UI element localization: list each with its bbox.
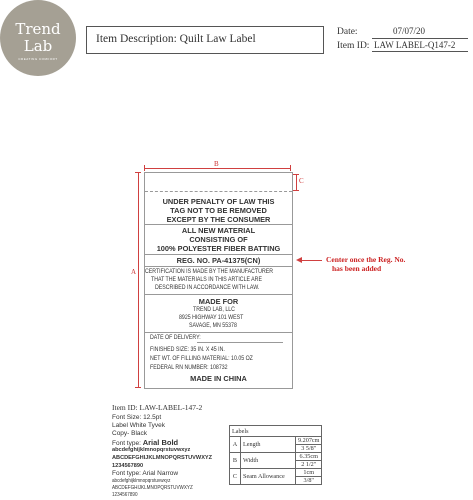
annotation-arrow-line <box>300 260 322 261</box>
table-row <box>230 437 322 445</box>
label-line: 100% POLYESTER FIBER BATTING <box>156 244 281 253</box>
label-divider <box>145 332 292 333</box>
dimension-b-tick-left <box>144 165 145 171</box>
sample-uppercase-bold: ABCDEFGHIJKLMNOPQRSTUVWXYZ <box>112 455 213 461</box>
table-row <box>230 453 322 461</box>
info-item-id: Item ID: LAW-LABEL-147-2 <box>112 403 203 412</box>
label-line: UNDER PENALTY OF LAW THIS <box>162 197 275 206</box>
dimension-imperial: 2 1/2" <box>296 461 322 469</box>
label-line: TAG NOT TO BE REMOVED <box>170 206 267 215</box>
sample-lowercase-narrow: abcdefghijklmnopqrstuvwxyz <box>112 478 171 484</box>
dimension-key: C <box>230 469 241 485</box>
label-divider <box>145 224 292 225</box>
label-line: THAT THE MATERIALS IN THIS ARTICLE ARE <box>150 276 262 283</box>
label-line: ALL NEW MATERIAL <box>181 226 256 235</box>
sample-lowercase-bold: abcdefghijklmnopqrstuvwxyz <box>112 447 191 453</box>
logo-tagline: CREATING COMFORT <box>18 57 58 61</box>
date-value: 07/07/20 <box>393 26 426 36</box>
annotation-line-1: Center once the Reg. No. <box>326 255 406 264</box>
label-line: DESCRIBED IN ACCORDANCE WITH LAW. <box>154 284 260 291</box>
dimension-metric: 6.35cm <box>296 453 322 461</box>
net-weight: NET WT. OF FILLING MATERIAL: 10.05 OZ <box>150 355 253 362</box>
dimension-name: Seam Allowance <box>241 469 296 485</box>
sample-digits-bold: 1234567890 <box>112 463 144 469</box>
sample-digits-narrow: 1234567890 <box>112 492 138 498</box>
dimension-c-label: C <box>299 177 304 185</box>
federal-rn: FEDERAL RN NUMBER: 108732 <box>150 364 228 371</box>
address-line: SAVAGE, MN 55378 <box>189 322 238 329</box>
finished-size: FINISHED SIZE: 35 IN. X 45 IN. <box>150 346 225 353</box>
arrow-head-icon <box>296 257 302 263</box>
label-divider <box>145 294 292 295</box>
labels-table <box>229 425 322 485</box>
made-in-china: MADE IN CHINA <box>190 374 247 383</box>
info-copy: Copy- Black <box>112 430 148 437</box>
table-row <box>230 469 322 477</box>
date-underline <box>372 38 468 39</box>
label-divider <box>145 266 292 267</box>
item-id-underline <box>372 51 468 52</box>
annotation-line-2: has been added <box>332 264 382 273</box>
table-header-row <box>230 426 322 437</box>
info-font-type-2: Font type: Arial Narrow <box>112 470 179 477</box>
address-line: 8925 HIGHWAY 101 WEST <box>179 314 244 321</box>
delivery-date-line <box>197 342 283 343</box>
dimension-metric: 1cm <box>296 469 322 477</box>
logo-word-trend: Trend <box>15 20 61 38</box>
item-description: Item Description: Quilt Law Label <box>96 33 256 45</box>
dimension-b-tick-right <box>290 165 291 171</box>
dimension-metric: 9.207cm <box>296 437 322 445</box>
dimension-c-line <box>296 174 297 191</box>
dimension-name: Width <box>241 453 296 469</box>
label-line: CONSISTING OF <box>189 235 248 244</box>
law-label <box>144 172 293 389</box>
label-line: EXCEPT BY THE CONSUMER <box>166 215 271 224</box>
dimension-a-tick-bottom <box>135 387 141 388</box>
address-line: TREND LAB, LLC <box>192 306 235 313</box>
dimension-c-tick-top <box>293 174 299 175</box>
info-font-type-1: Font type: Arial Bold <box>112 438 179 447</box>
dimension-imperial: 3 5/8" <box>296 445 322 453</box>
info-label-type: Label White Tyvek <box>112 422 165 429</box>
dimension-b-label: B <box>214 160 219 168</box>
logo-word-lab: Lab <box>23 37 53 55</box>
dimension-a-line <box>138 172 139 388</box>
reg-number: REG. NO. PA-41375(CN) <box>176 256 261 265</box>
item-id-label: Item ID: <box>337 41 370 51</box>
date-of-delivery: DATE OF DELIVERY: <box>150 334 201 341</box>
dimension-key: A <box>230 437 241 453</box>
dimension-c-tick-bottom <box>293 190 299 191</box>
made-for: MADE FOR <box>198 297 239 306</box>
dimension-a-label: A <box>131 268 137 276</box>
item-id-value: LAW LABEL-Q147-2 <box>374 40 456 50</box>
dimension-imperial: 3/8" <box>296 477 322 485</box>
item-description-box <box>86 26 324 54</box>
dimension-b-line <box>144 168 291 169</box>
label-line: CERTIFICATION IS MADE BY THE MANUFACTURER <box>145 268 274 275</box>
trend-lab-logo <box>0 0 76 76</box>
date-label: Date: <box>337 27 358 37</box>
info-font-size: Font Size: 12.5pt <box>112 414 162 421</box>
dimension-a-tick-top <box>135 172 141 173</box>
sample-uppercase-narrow: ABCDEFGHIJKLMNOPQRSTUVWXYZ <box>112 485 193 491</box>
table-title: Labels <box>230 426 322 437</box>
dimension-key: B <box>230 453 241 469</box>
seam-allowance-line <box>145 191 292 192</box>
dimension-name: Length <box>241 437 296 453</box>
label-divider <box>145 254 292 255</box>
